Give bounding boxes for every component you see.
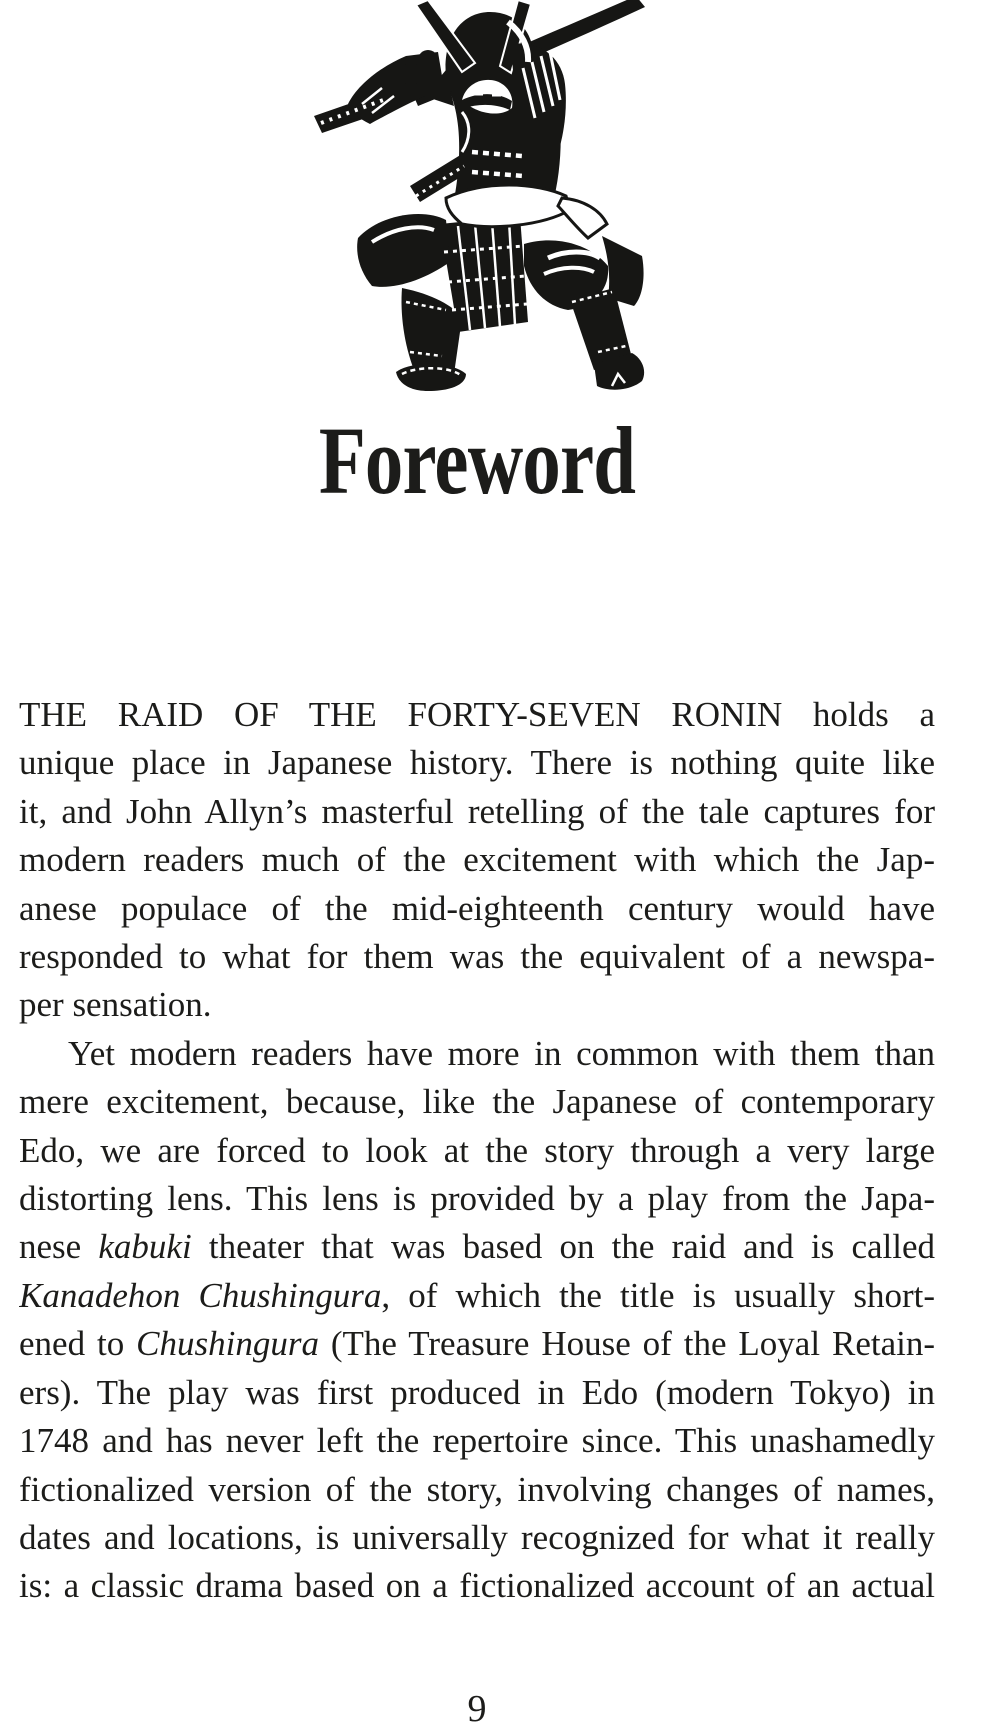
samurai-illustration [312,0,648,392]
body-line: is: a classic drama based on a fictionalized account of an actual [19,1566,935,1606]
page-title: Foreword [318,407,636,514]
body-line: per sensation. [19,985,212,1025]
body-line: distorting lens. This lens is provided by a play from the Japa- [19,1179,935,1219]
body-line: THE RAID OF THE FORTY-SEVEN RONIN holds a [19,695,935,734]
body-line: 1748 and has never left the repertoire since. This unashamedly [19,1421,935,1461]
body-line: nese kabuki theater that was based on the raid and is called [19,1227,935,1267]
body-line: mere excitement, because, like the Japanese of contemporary [19,1082,935,1122]
body-line: dates and locations, is universally recognized for what it really [19,1517,935,1557]
page-number: 9 [467,1688,487,1730]
body-line: Edo, we are forced to look at the story through a very large [19,1130,935,1170]
body-line: modern readers much of the excitement with which the Jap- [19,840,935,880]
body-line: unique place in Japanese history. There is nothing quite like [19,743,935,783]
body-line: ened to Chushingura (The Treasure House of the Loyal Retain- [19,1324,935,1364]
body-lines [19,691,935,1611]
body-line: anese populace of the mid-eighteenth century would have [19,888,935,928]
body-line: fictionalized version of the story, involving changes of names, [19,1469,935,1509]
body-line: Kanadehon Chushingura, of which the title is usually short- [19,1275,935,1315]
body-line: responded to what for them was the equivalent of a newspa- [19,937,935,977]
body-text [19,691,935,1611]
body-line: it, and John Allyn’s masterful retelling of the tale captures for [19,791,935,831]
body-line: Yet modern readers have more in common with them than [68,1033,935,1073]
body-line: ers). The play was first produced in Edo (modern Tokyo) in [19,1372,935,1412]
